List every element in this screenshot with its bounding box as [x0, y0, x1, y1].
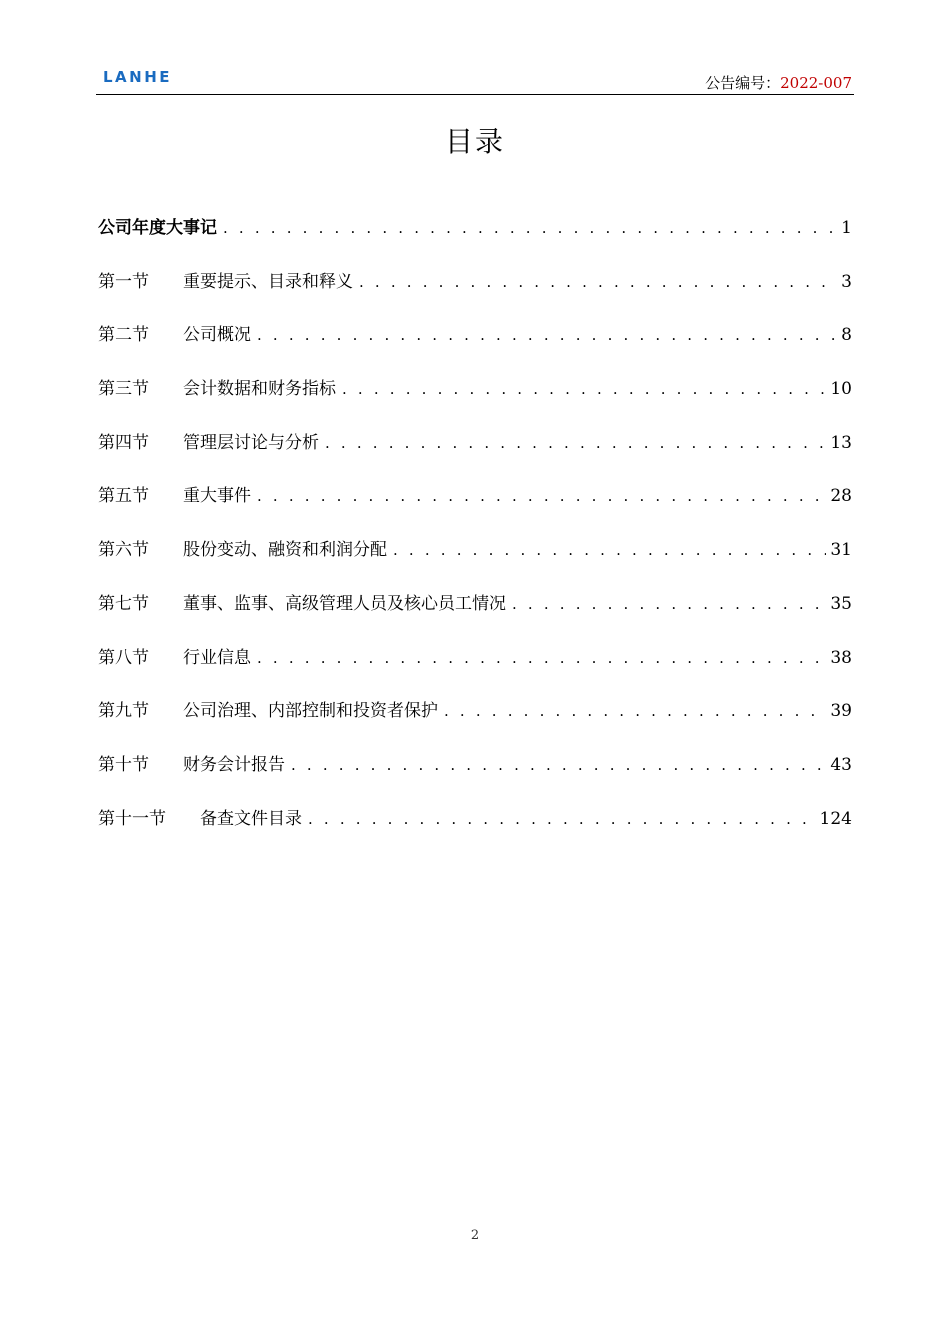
toc-entry-section-7[interactable] — [98, 589, 852, 643]
announcement-number-label: 公告编号： — [705, 74, 781, 92]
toc-leader-dots — [325, 434, 826, 452]
toc-entry-page: 43 — [830, 754, 852, 775]
toc-entry-section: 第七节 — [98, 593, 149, 614]
toc-entry-title: 管理层讨论与分析 — [183, 432, 319, 453]
toc-entry-section-10[interactable] — [98, 750, 852, 804]
table-of-contents — [98, 213, 852, 857]
toc-entry-section-3[interactable] — [98, 374, 852, 428]
toc-entry-section-4[interactable] — [98, 428, 852, 482]
toc-entry-section: 第六节 — [98, 540, 149, 561]
toc-entry-section: 第四节 — [98, 432, 149, 453]
toc-entry-section-5[interactable] — [98, 481, 852, 535]
company-logo: LANHE — [103, 68, 173, 86]
toc-entry-section: 第二节 — [98, 325, 149, 346]
toc-entry-section-8[interactable] — [98, 643, 852, 697]
announcement-number-value: 2022-007 — [780, 74, 852, 92]
toc-entry-page: 3 — [841, 271, 852, 292]
toc-leader-dots — [291, 756, 826, 774]
toc-entry-section-11[interactable] — [98, 804, 852, 858]
toc-entry-page: 28 — [830, 486, 852, 507]
page-header — [96, 66, 854, 95]
toc-entry-highlights[interactable] — [98, 213, 852, 267]
toc-title: 目录 — [444, 125, 505, 158]
page-number: 2 — [470, 1228, 480, 1243]
toc-leader-dots — [223, 219, 837, 237]
toc-leader-dots — [444, 702, 826, 720]
toc-entry-section: 第十一节 — [98, 808, 166, 829]
toc-entry-section: 第十节 — [98, 754, 149, 775]
toc-entry-title: 股份变动、融资和利润分配 — [183, 540, 387, 561]
toc-entry-page: 38 — [830, 647, 852, 668]
toc-entry-page: 8 — [841, 325, 852, 346]
toc-entry-title: 重要提示、目录和释义 — [183, 271, 353, 292]
toc-entry-section-6[interactable] — [98, 535, 852, 589]
toc-entry-section-2[interactable] — [98, 320, 852, 374]
toc-entry-title: 公司年度大事记 — [98, 218, 217, 238]
toc-entry-title: 会计数据和财务指标 — [183, 379, 336, 400]
toc-entry-section-1[interactable] — [98, 267, 852, 321]
toc-entry-page: 124 — [819, 808, 852, 829]
toc-entry-section: 第九节 — [98, 701, 149, 722]
toc-leader-dots — [308, 810, 816, 828]
toc-entry-page: 13 — [830, 432, 852, 453]
toc-entry-section: 第八节 — [98, 647, 149, 668]
toc-entry-section: 第三节 — [98, 379, 149, 400]
toc-entry-title: 重大事件 — [183, 486, 251, 507]
toc-entry-page: 31 — [830, 540, 852, 561]
announcement-number — [705, 72, 852, 93]
toc-leader-dots — [512, 595, 826, 613]
toc-entry-page: 1 — [841, 218, 852, 238]
toc-entry-title: 备查文件目录 — [200, 808, 302, 829]
toc-entry-section: 第一节 — [98, 271, 149, 292]
toc-entry-title: 公司概况 — [183, 325, 251, 346]
toc-entry-title: 公司治理、内部控制和投资者保护 — [183, 701, 438, 722]
toc-entry-title: 财务会计报告 — [183, 754, 285, 775]
toc-entry-page: 35 — [830, 593, 852, 614]
toc-leader-dots — [257, 487, 826, 505]
toc-entry-section: 第五节 — [98, 486, 149, 507]
toc-entry-page: 39 — [830, 701, 852, 722]
toc-leader-dots — [257, 649, 826, 667]
toc-leader-dots — [342, 380, 826, 398]
toc-entry-page: 10 — [830, 379, 852, 400]
toc-entry-title: 行业信息 — [183, 647, 251, 668]
toc-leader-dots — [393, 541, 826, 559]
toc-entry-section-9[interactable] — [98, 696, 852, 750]
toc-entry-title: 董事、监事、高级管理人员及核心员工情况 — [183, 593, 506, 614]
toc-leader-dots — [257, 326, 837, 344]
toc-leader-dots — [359, 273, 837, 291]
